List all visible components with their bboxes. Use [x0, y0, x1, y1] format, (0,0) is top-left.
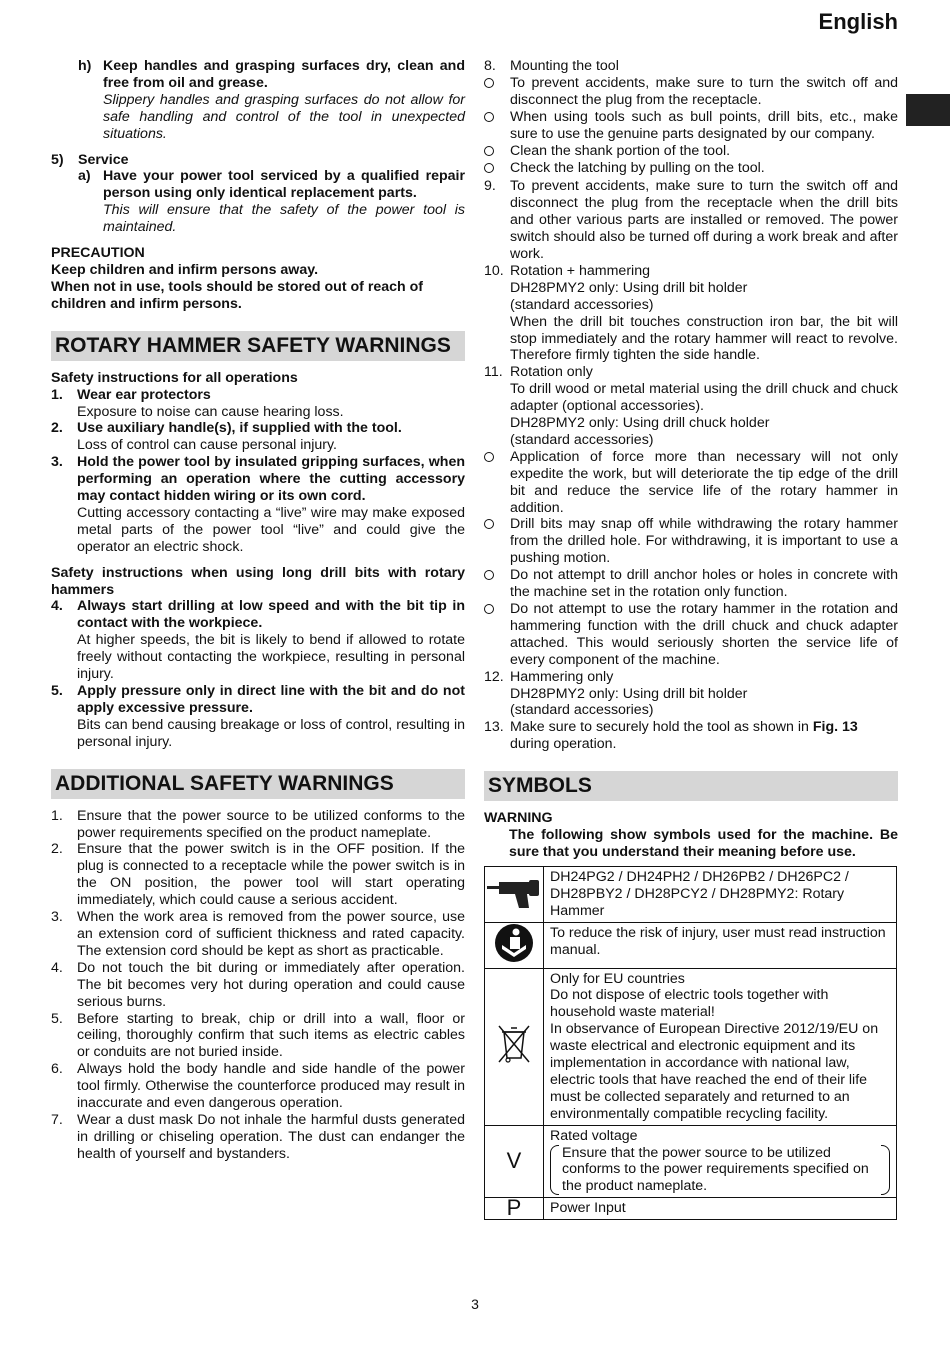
list-item: 4. Do not touch the bit during or immediately after operation. The bit becomes very hot during operation and could cause serious burns.	[51, 959, 465, 1010]
list-item: 3. Hold the power tool by insulated gripping surfaces, when performing an operation where the cutting accessory may contact hidden wiring or its own cord. Cutting accessory contacting a “live” wire may make exposed metal parts of the power tool “live” and could give the operator an electric shock.	[51, 454, 465, 555]
symbol-description: To reduce the risk of injury, user must read instruction manual.	[544, 922, 897, 968]
list-item: 6. Always hold the body handle and side handle of the power tool firmly. Otherwise the counterforce produced may result in inaccurate and even dangerous operation.	[51, 1061, 465, 1112]
warning-title: WARNING	[484, 810, 553, 827]
bullet-item: Check the latching by pulling on the tool.	[484, 160, 898, 178]
crossed-bin-icon	[495, 1022, 533, 1066]
symbol-description: Rated voltage Ensure that the power source to be utilized conforms to the power requirements specified on the product nameplate.	[544, 1125, 897, 1198]
bullet-item: Clean the shank portion of the tool.	[484, 143, 898, 161]
rotary-hammer-heading: ROTARY HAMMER SAFETY WARNINGS	[51, 331, 465, 361]
long-bits-section	[51, 565, 465, 751]
page-number: 3	[471, 1296, 479, 1312]
symbol-cell	[485, 922, 544, 968]
read-manual-icon	[494, 923, 534, 963]
list-item: 5. Before starting to break, chip or drill into a wall, floor or ceiling, thoroughly confirm that such items as electric cables or conduits are not buried inside.	[51, 1010, 465, 1061]
service-title: Service	[78, 151, 129, 168]
bullet-circle-icon	[484, 452, 494, 462]
bullet-circle-icon	[484, 112, 494, 122]
rotary-hammer-icon	[485, 874, 543, 910]
additional-safety-heading: ADDITIONAL SAFETY WARNINGS	[51, 769, 465, 799]
list-item: 2. Use auxiliary handle(s), if supplied with the tool. Loss of control can cause personal injury.	[51, 420, 402, 454]
right-column	[484, 58, 898, 1220]
warning-block	[484, 810, 898, 861]
bullet-item: To prevent accidents, make sure to turn the switch off and disconnect the plug from the receptacle.	[484, 75, 898, 109]
warning-text: The following show symbols used for the machine. Be sure that you understand their meaning before use.	[509, 827, 898, 860]
item-9: 9. To prevent accidents, make sure to turn the switch off and disconnect the plug from the receptacle when the drill bits and other various parts are installed or removed. The power switch should also be turned off during a work break and after work.	[484, 178, 898, 262]
bullet-circle-icon	[484, 163, 494, 173]
figure-reference: Fig. 13	[812, 719, 858, 736]
item-12: 12. Hammering only DH28PMY2 only: Using drill bit holder (standard accessories)	[484, 668, 748, 719]
symbol-description: Power Input	[544, 1198, 897, 1220]
table-row	[485, 1198, 897, 1220]
precaution-line-2: When not in use, tools should be stored out of reach of children and infirm persons.	[51, 278, 424, 312]
item-h-body: Slippery handles and grasping surfaces do not allow for safe handling and control of the tool in unexpected situations.	[103, 91, 465, 142]
table-row	[485, 866, 897, 922]
bullet-circle-icon	[484, 78, 494, 88]
service-a-body: This will ensure that the safety of the power tool is maintained.	[103, 202, 465, 236]
list-item: 2. Ensure that the power switch is in the OFF position. If the plug is connected to a receptacle while the power switch is in the ON position, the power tool will start operating immediately, which could cause a serious accident.	[51, 841, 465, 909]
table-row	[485, 968, 897, 1125]
precaution-block	[51, 245, 465, 313]
list-item: 1. Wear ear protectors Exposure to noise can cause hearing loss.	[51, 386, 344, 420]
list-item: 7. Wear a dust mask Do not inhale the harmful dusts generated in drilling or chiseling operation. The dust can endanger the health of yourself and bystanders.	[51, 1111, 465, 1162]
item-13: 13. Make sure to securely hold the tool as shown in Fig. 13 during operation.	[484, 719, 858, 753]
bullet-item: When using tools such as bull points, drill bits, etc., make sure to use the genuine parts designated by our company.	[484, 109, 898, 143]
symbols-heading: SYMBOLS	[484, 771, 898, 801]
symbol-description: DH24PG2 / DH24PH2 / DH26PB2 / DH26PC2 / DH28PBY2 / DH28PCY2 / DH28PMY2: Rotary Hammer	[544, 866, 897, 922]
all-operations-section	[51, 370, 465, 556]
section-tab-marker	[906, 94, 950, 126]
precaution-title: PRECAUTION	[51, 245, 145, 262]
service-section: 5) Service a) Have your power tool serviced by a qualified repair person using only identical replacement parts. This will ensure that the safety of the power tool is maintained.	[51, 151, 465, 236]
long-bits-title: Safety instructions when using long drill bits with rotary hammers	[51, 564, 465, 598]
item-11: 11. Rotation only To drill wood or metal material using the drill chuck and chuck adapter (optional accessories). DH28PMY2 only: Using drill chuck holder (standard accessories)	[484, 364, 898, 448]
bullet-item: Do not attempt to drill anchor holes or holes in concrete with the machine set in the rotation only function.	[484, 567, 898, 601]
table-row	[485, 1125, 897, 1198]
list-item: 1. Ensure that the power source to be utilized conforms to the power requirements specified on the product nameplate.	[51, 807, 465, 841]
precaution-line-1: Keep children and infirm persons away.	[51, 261, 319, 278]
bullet-item: Application of force more than necessary will not only expedite the work, but will deteriorate the tip edge of the drill bit and reduce the service life of the rotary hammer in addition.	[484, 449, 898, 517]
left-column	[51, 58, 465, 1163]
bullet-item: Do not attempt to use the rotary hammer in the rotation and hammering function with the drill chuck and chuck adapter attached. This would seriously shorten the service life of every component of the machine.	[484, 601, 898, 669]
list-item: 3. When the work area is removed from the power source, use an extension cord of sufficient thickness and rated capacity. The extension cord should be kept as short as practicable.	[51, 909, 465, 959]
bullet-item: Drill bits may snap off while withdrawing the rotary hammer from the drilled hole. For withdrawing, it is important to use a pushing motion.	[484, 516, 898, 567]
symbol-cell	[485, 968, 544, 1125]
symbol-cell	[485, 866, 544, 922]
bullet-circle-icon	[484, 570, 494, 580]
item-10: 10. Rotation + hammering DH28PMY2 only: Using drill bit holder (standard accessories) When the drill bit touches construction iron bar, the bit will stop immediately and the rotary hammer will react to revolve. Therefore firmly tighten the side handle.	[484, 262, 898, 364]
item-h: h) Keep handles and grasping surfaces dry, clean and free from oil and grease. Slippery handles and grasping surfaces do not allow for safe handling and control of the tool in unexpected situations.	[78, 58, 465, 142]
voltage-symbol: V	[485, 1125, 544, 1198]
item-h-title: Keep handles and grasping surfaces dry, clean and free from oil and grease.	[103, 58, 465, 91]
all-operations-title: Safety instructions for all operations	[51, 369, 298, 386]
language-label: English	[818, 9, 898, 34]
bullet-circle-icon	[484, 146, 494, 156]
additional-list	[51, 808, 465, 1163]
bullet-circle-icon	[484, 519, 494, 529]
symbols-table	[484, 866, 897, 1220]
list-item: 4. Always start drilling at low speed and with the bit tip in contact with the workpiece. At higher speeds, the bit is likely to bend if allowed to rotate freely without contacting the workpiece, resulting in personal injury.	[51, 598, 465, 683]
table-row	[485, 922, 897, 968]
service-a-title: Have your power tool serviced by a qualified repair person using only identical replacement parts.	[103, 168, 465, 202]
item-8: 8. Mounting the tool	[484, 58, 619, 74]
bullet-circle-icon	[484, 604, 494, 614]
power-symbol: P	[485, 1198, 544, 1220]
list-item: 5. Apply pressure only in direct line with the bit and do not apply excessive pressure. Bits can bend causing breakage or loss of control, resulting in personal injury.	[51, 683, 465, 750]
symbol-description: Only for EU countries Do not dispose of electric tools together with household waste material! In observance of European Directive 2012/19/EU on waste electrical and electronic equipment and its implementation in accordance with national law, electric tools that have reached the end of their life must be collected separately and returned to an environmentally compatible recycling facility.	[544, 968, 897, 1125]
